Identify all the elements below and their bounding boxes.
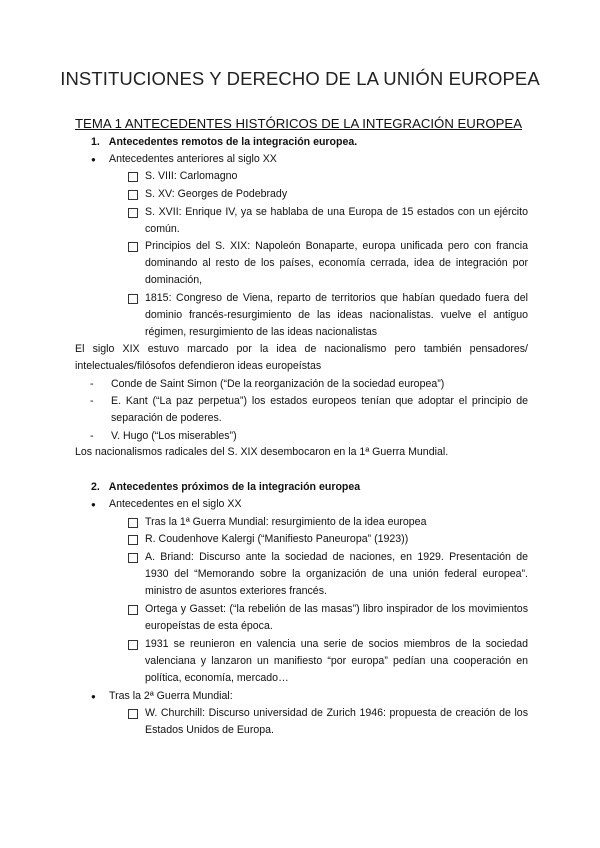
dash-item-text: V. Hugo (“Los miserables”) <box>111 430 237 442</box>
list-item <box>128 705 528 739</box>
section-1-bullet <box>91 151 277 168</box>
dash-item-text: Conde de Saint Simon (“De la reorganización de la sociedad europea”) <box>111 378 445 390</box>
list-item-text: W. Churchill: Discurso universidad de Zurich 1946: propuesta de creación de los Estados Unidos de Europa. <box>145 707 528 736</box>
section-1-heading <box>91 134 357 151</box>
bullet-icon: ● <box>91 692 96 701</box>
list-item <box>128 168 528 185</box>
checkbox-icon <box>128 208 138 218</box>
dash-item <box>90 376 528 393</box>
list-item <box>128 204 528 238</box>
checkbox-icon <box>128 640 138 650</box>
list-item <box>128 636 528 687</box>
list-item-text: S. XV: Georges de Podebrady <box>145 188 288 200</box>
list-item <box>128 549 528 600</box>
section-1-title: Antecedentes remotos de la integración europea. <box>108 136 358 148</box>
checkbox-icon <box>128 242 138 252</box>
checkbox-icon <box>128 172 138 182</box>
list-item <box>128 514 528 531</box>
document-title: INSTITUCIONES Y DERECHO DE LA UNIÓN EUROPEA <box>60 68 540 89</box>
section-2-bullet-text: Tras la 2ª Guerra Mundial: <box>109 690 233 702</box>
checkbox-icon <box>128 605 138 615</box>
list-item-text: A. Briand: Discurso ante la sociedad de naciones, en 1929. Presentación de 1930 del “Memorando sobre la organización de una unión federal europea”. ministro de asuntos exteriores francés. <box>145 551 528 597</box>
list-item <box>128 531 528 548</box>
list-item <box>128 290 528 341</box>
section-2-title: Antecedentes próximos de la integración europea <box>108 481 361 493</box>
checkbox-icon <box>128 553 138 563</box>
dash-item <box>90 393 528 427</box>
list-item-text: 1931 se reunieron en valencia una serie de socios miembros de la sociedad valenciana y lanzaron un manifiesto “por europa” pedían una cooperación en política, economía, mercado… <box>145 638 528 684</box>
checkbox-icon <box>128 518 138 528</box>
checkbox-icon <box>128 190 138 200</box>
checkbox-icon <box>128 535 138 545</box>
section-2-bullet-1 <box>91 496 242 513</box>
bullet-icon: ● <box>91 500 96 509</box>
dash-icon: - <box>90 378 94 390</box>
section-2-bullet-2 <box>91 688 233 705</box>
dash-icon: - <box>90 430 94 442</box>
section-1-number: 1. <box>91 136 100 148</box>
list-item-text: Tras la 1ª Guerra Mundial: resurgimiento de la idea europea <box>145 516 427 528</box>
list-item <box>128 601 528 635</box>
section-1-bullet-text: Antecedentes anteriores al siglo XX <box>109 153 277 165</box>
checkbox-icon <box>128 294 138 304</box>
list-item-text: S. VIII: Carlomagno <box>145 170 238 182</box>
bullet-icon: ● <box>91 155 96 164</box>
section-2-heading <box>91 479 360 496</box>
dash-item <box>90 428 528 445</box>
list-item-text: 1815: Congreso de Viena, reparto de territorios que habían quedado fuera del dominio francés-resurgimiento de las ideas nacionalistas. vuelve el antiguo régimen, resurgimiento de las ideas nacionalistas <box>145 292 528 338</box>
list-item <box>128 238 528 289</box>
section-2-bullet-text: Antecedentes en el siglo XX <box>109 498 242 510</box>
list-item-text: R. Coudenhove Kalergi (“Manifiesto Paneuropa” (1923)) <box>145 533 409 545</box>
list-item-text: S. XVII: Enrique IV, ya se hablaba de una Europa de 15 estados con un ejército común. <box>145 206 528 235</box>
paragraph-closing: Los nacionalismos radicales del S. XIX desembocaron en la 1ª Guerra Mundial. <box>75 446 449 458</box>
list-item <box>128 186 528 203</box>
checkbox-icon <box>128 709 138 719</box>
list-item-text: Principios del S. XIX: Napoleón Bonaparte, europa unificada pero con francia dominando al resto de los países, economía cerrada, idea de integración por dominación, <box>145 240 528 286</box>
paragraph-nacionalismo: El siglo XIX estuvo marcado por la idea de nacionalismo pero también pensadores/ intelectuales/filósofos defendieron ideas europeístas <box>75 343 528 372</box>
tema-heading: TEMA 1 ANTECEDENTES HISTÓRICOS DE LA INTEGRACIÓN EUROPEA <box>75 116 522 131</box>
list-item-text: Ortega y Gasset: (“la rebelión de las masas”) libro inspirador de los movimientos europeístas de esta época. <box>145 603 528 632</box>
dash-item-text: E. Kant (“La paz perpetua”) los estados europeos tenían que adoptar el principio de separación de poderes. <box>111 395 528 424</box>
section-2-number: 2. <box>91 481 100 493</box>
dash-icon: - <box>90 395 94 407</box>
